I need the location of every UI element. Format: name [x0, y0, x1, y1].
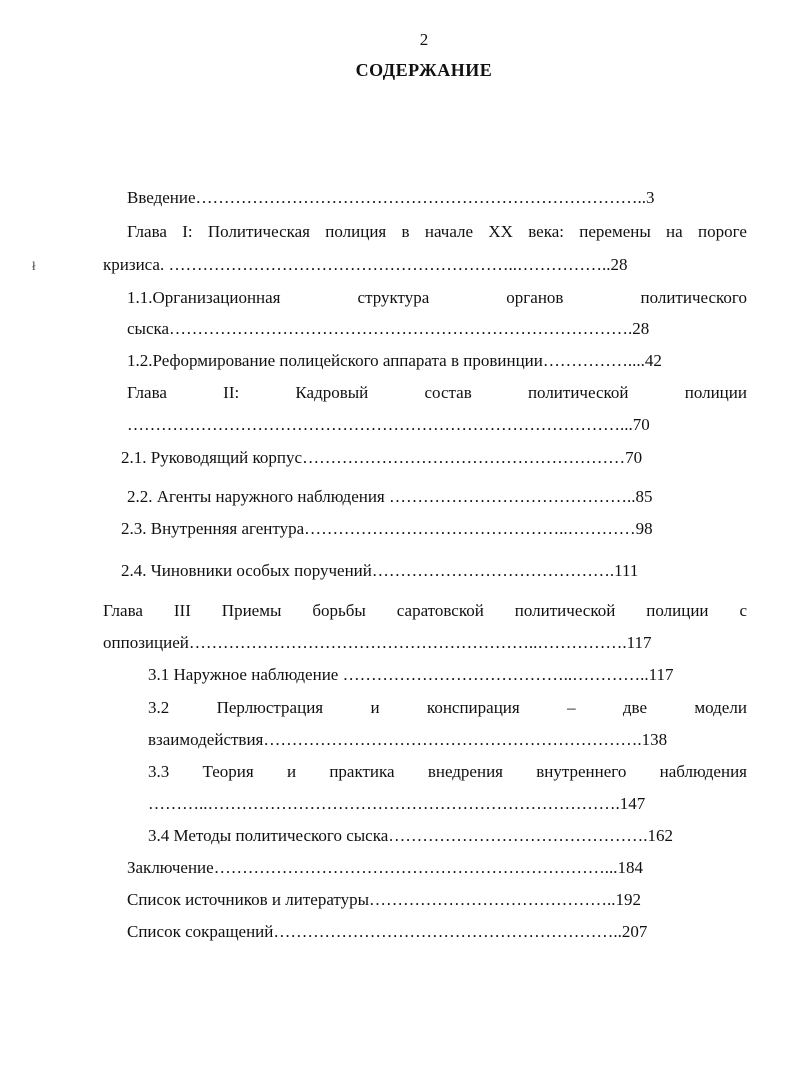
toc-entry-3-3 — [148, 761, 747, 783]
toc-entry-3-3-cont: ………..……………………………………………………………….147 — [148, 794, 646, 813]
toc-entry-1-2: 1.2.Реформирование полицейского аппарата в провинции……………....42 — [127, 351, 662, 370]
toc-word: полиции — [684, 383, 747, 402]
toc-word: Приемы — [221, 601, 282, 620]
toc-word: полиция — [325, 222, 387, 241]
toc-entry-1-1-cont: сыска……………………………………………………………………….28 — [127, 319, 650, 338]
toc-entry-3-2-cont: взаимодействия………………………………………………………….138 — [148, 730, 668, 749]
scan-mark: ł — [32, 258, 36, 273]
toc-entry-2-4: 2.4. Чиновники особых поручений…………………………………….111 — [121, 561, 639, 580]
toc-word: полиции — [646, 601, 709, 620]
toc-word: политического — [640, 288, 747, 307]
toc-entry-chapter-3 — [103, 600, 747, 622]
toc-entry-chapter-1 — [127, 221, 747, 243]
toc-word: в — [401, 222, 410, 241]
toc-entry-conclusion: Заключение……………………………………………………………...184 — [127, 858, 643, 877]
toc-entry-3-1: 3.1 Наружное наблюдение …………………………………..…………..117 — [148, 665, 674, 684]
toc-word: Политическая — [207, 222, 310, 241]
toc-word: 3.2 — [148, 698, 170, 717]
toc-word: две — [622, 698, 648, 717]
toc-word: Глава — [127, 383, 167, 402]
toc-entry-2-1: 2.1. Руководящий корпус…………………………………………………70 — [121, 448, 643, 467]
toc-word: органов — [506, 288, 564, 307]
toc-entry-sources: Список источников и литературы……………………………………..192 — [127, 890, 642, 909]
toc-word: 3.3 — [148, 762, 170, 781]
toc-word: Теория — [202, 762, 254, 781]
toc-word: конспирация — [426, 698, 520, 717]
toc-word: модели — [694, 698, 747, 717]
toc-word: внедрения — [427, 762, 503, 781]
toc-word: III — [173, 601, 191, 620]
toc-word: политической — [514, 601, 616, 620]
toc-entry-1-1 — [127, 287, 747, 309]
page-number: 2 — [419, 30, 429, 49]
toc-entry-chapter-1-cont: кризиса. ……………………………………………………..……………..28 — [103, 255, 628, 274]
toc-word: I: — [182, 222, 193, 241]
toc-word: Глава — [103, 601, 143, 620]
toc-word: борьбы — [312, 601, 366, 620]
toc-word: внутреннего — [536, 762, 627, 781]
toc-entry-3-2 — [148, 697, 747, 719]
toc-word: на — [666, 222, 683, 241]
toc-entry-intro: Введение……………………………………………………………………..3 — [127, 188, 655, 207]
toc-word: – — [567, 698, 576, 717]
toc-word: 1.1.Организационная — [127, 288, 281, 307]
toc-entry-chapter-3-cont: оппозицией……………………………………………………..…………….117 — [103, 633, 652, 652]
toc-entry-2-2: 2.2. Агенты наружного наблюдения ……………………………………..85 — [127, 487, 653, 506]
toc-word: саратовской — [396, 601, 484, 620]
toc-entry-abbreviations: Список сокращений……………………………………………………..207 — [127, 922, 648, 941]
toc-word: перемены — [579, 222, 651, 241]
toc-word: пороге — [697, 222, 747, 241]
toc-word: структура — [357, 288, 430, 307]
toc-word: Глава — [127, 222, 167, 241]
toc-word: практика — [329, 762, 395, 781]
toc-word: начале — [424, 222, 474, 241]
toc-word: Перлюстрация — [216, 698, 324, 717]
toc-word: с — [739, 601, 747, 620]
toc-word: XX — [488, 222, 513, 241]
toc-word: и — [370, 698, 380, 717]
toc-entry-2-3: 2.3. Внутренняя агентура………………………………………..…………98 — [121, 519, 653, 538]
toc-word: состав — [424, 383, 472, 402]
toc-entry-3-4: 3.4 Методы политического сыска……………………………………….162 — [148, 826, 674, 845]
toc-word: века: — [528, 222, 564, 241]
toc-word: II: — [223, 383, 240, 402]
toc-word: политической — [527, 383, 629, 402]
toc-entry-chapter-2-cont: ……………………………………………………………………………...70 — [127, 415, 650, 434]
page-title: СОДЕРЖАНИЕ — [355, 60, 493, 80]
toc-word: и — [286, 762, 297, 781]
toc-entry-chapter-2 — [127, 382, 747, 404]
toc-word: наблюдения — [659, 762, 747, 781]
toc-word: Кадровый — [295, 383, 369, 402]
